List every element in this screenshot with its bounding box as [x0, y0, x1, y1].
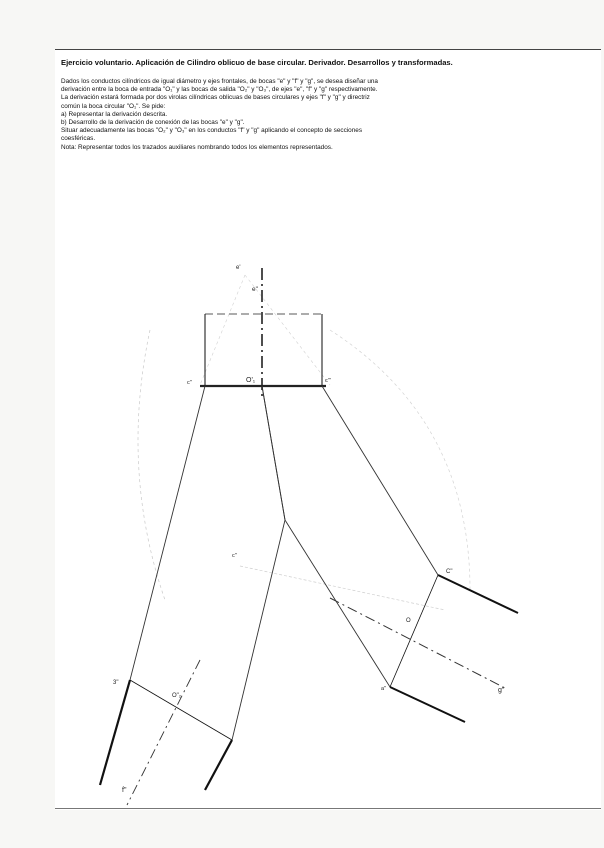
left-branch: [130, 386, 285, 740]
statement-line: común la boca circular "O₁". Se pide:: [61, 102, 166, 110]
construction-arc-right: [330, 330, 470, 590]
construction-line: [200, 275, 245, 385]
label-mid-left: c": [232, 553, 237, 559]
statement-line: b) Desarrollo de la derivación de conexión de las bocas "e" y "g".: [61, 119, 245, 127]
construction-line: [240, 566, 445, 610]
label-o2: O"₂: [172, 693, 182, 699]
statement-line: coesféricas.: [61, 135, 96, 143]
label-right-top-corner: C": [446, 569, 453, 575]
statement-line: Situar adecuadamente las bocas "O₂" y "O₃" en los conductos "f" y "g" aplicando el concepto de secciones: [61, 127, 363, 135]
label-right-mid: O: [406, 618, 411, 624]
statement-line: Dados los conductos cilíndricos de igual diámetro y ejes frontales, de bocas "e" y "f" y "g", se desea diseñar una: [61, 78, 378, 85]
outlet-conduit-f: [100, 680, 232, 790]
axis-g: [330, 598, 505, 688]
statement-line: a) Representar la derivación descrita.: [61, 110, 168, 118]
label-e-top: e': [236, 265, 241, 271]
right-branch: [262, 386, 438, 687]
statement-line: derivación entre la boca de entrada "O₁" y las bocas de salida "O₂" y "O₃", de ejes "e", "f" y "g" respectivamente.: [61, 86, 378, 94]
label-right-bottom-corner: a": [381, 686, 387, 692]
label-axis-g: g": [498, 687, 505, 694]
label-e-axis: e": [252, 286, 258, 293]
label-top-left-corner: c": [187, 380, 192, 386]
label-o1: O'₁: [246, 377, 256, 384]
inlet-conduit-e: [200, 314, 326, 386]
label-left-bottom-corner: 3": [113, 680, 119, 686]
axis-f: [127, 660, 200, 805]
label-top-right-corner: c'": [325, 378, 331, 384]
outlet-conduit-g: [390, 575, 518, 722]
statement-line: Nota: Representar todos los trazados auxiliares nombrando todos los elementos representados.: [61, 143, 333, 151]
statement-line: La derivación estará formada por dos virolas cilíndricas oblicuas de bases circulares y ejes "f" y "g" y directriz: [61, 94, 370, 102]
exercise-title: Ejercicio voluntario. Aplicación de Cilindro oblicuo de base circular. Derivador. Desarrollos y transformadas.: [61, 58, 453, 67]
label-axis-f: f": [122, 787, 127, 794]
